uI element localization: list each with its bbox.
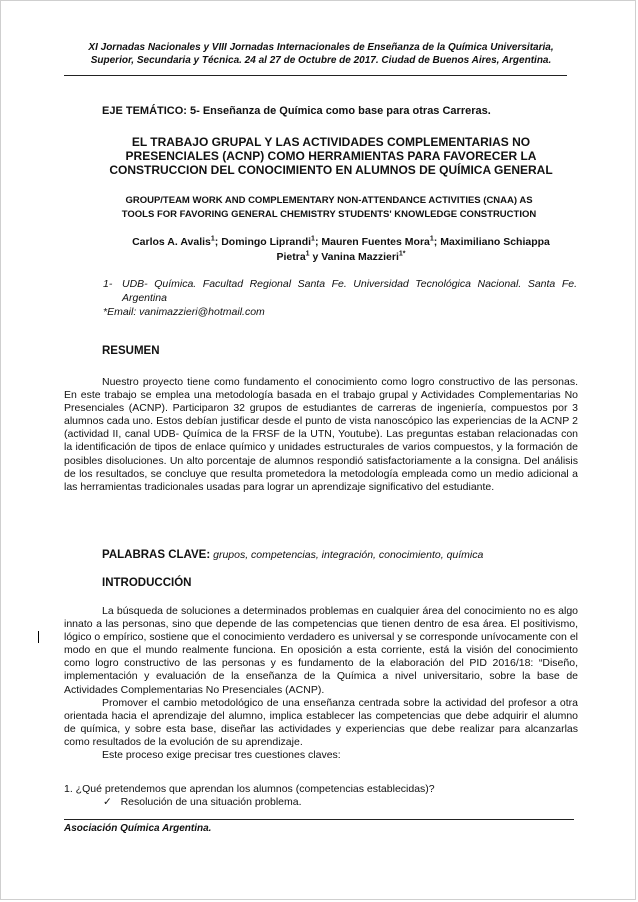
check-icon: ✓ <box>103 796 112 808</box>
contact-email: *Email: vanimazzieri@hotmail.com <box>103 306 265 318</box>
introduccion-body <box>64 605 578 762</box>
author-list <box>105 235 577 265</box>
thematic-axis: EJE TEMÁTICO: 5- Enseñanza de Química como base para otras Carreras. <box>102 105 491 117</box>
intro-paragraph-1: La búsqueda de soluciones a determinados problemas en cualquier área del conocimiento no es algo innato a las personas, sino que depende de las competencias que tienen dentro de esa área. El positivismo, lógico o empírico, sostiene que el conocimiento verdadero es universal y se corresponde unívocamente con el modo en que el mundo realmente funciona. En oposición a esta corriente, está la visión del conocimiento como logro constructivo de las personas y es fundamento de la elaboración del PID 2016/18: “Diseño, implementación y evaluación de la enseñanza de la Química a nivel universitario, sobre la base de Actividades Complementarias No Presenciales (ACNP). <box>64 605 578 696</box>
intro-paragraph-3: Este proceso exige precisar tres cuestiones claves: <box>102 749 341 762</box>
header-line-1: XI Jornadas Nacionales y VIII Jornadas Internacionales de Enseñanza de la Química Universitaria, <box>88 42 554 53</box>
author-avalis: Carlos A. Avalis <box>132 236 211 248</box>
footer-text: Asociación Química Argentina. <box>64 823 212 834</box>
title-line-2: PRESENCIALES (ACNP) COMO HERRAMIENTAS PARA FAVORECER LA <box>125 149 537 163</box>
english-title-line-2: TOOLS FOR FAVORING GENERAL CHEMISTRY STUDENTS' KNOWLEDGE CONSTRUCTION <box>121 209 537 220</box>
author-pietra: Pietra <box>276 251 306 263</box>
bullet-item <box>103 796 302 808</box>
affiliation-number: 1- <box>103 278 113 290</box>
paper-title <box>99 135 563 177</box>
header-rule <box>64 75 567 76</box>
bullet-text: Resolución de una situación problema. <box>120 796 302 808</box>
keywords-label: PALABRAS CLAVE: <box>102 549 211 561</box>
resumen-heading: RESUMEN <box>102 345 160 357</box>
english-title-line-1: GROUP/TEAM WORK AND COMPLEMENTARY NON-ATTENDANCE ACTIVITIES (CNAA) AS <box>125 195 533 206</box>
english-title <box>89 194 569 222</box>
conference-header <box>65 41 577 67</box>
introduccion-heading: INTRODUCCIÓN <box>102 577 192 589</box>
affiliation-text: UDB- Química. Facultad Regional Santa Fe. Universidad Tecnológica Nacional. Santa Fe. Argentina <box>122 278 577 304</box>
keywords-values: grupos, competencias, integración, conocimiento, química <box>210 549 484 561</box>
authors-line-2: Pietra$^1$ y Vanina Mazzieri$^{1*}$ <box>276 250 406 263</box>
question-1: 1. ¿Qué pretendemos que aprendan los alumnos (competencias establecidas)? <box>64 783 435 795</box>
authors-line-1: Carlos A. Avalis$^1$; Domingo Liprandi$^1$; Mauren Fuentes Mora$^1$; Maximiliano Schiappa <box>132 235 550 248</box>
title-line-1: EL TRABAJO GRUPAL Y LAS ACTIVIDADES COMPLEMENTARIAS NO <box>131 135 531 149</box>
intro-paragraph-2: Promover el cambio metodológico de una enseñanza centrada sobre la actividad del profesor a otra orientada hacia el aprendizaje del alumno, implica establecer las competencias que debe adquirir el alumno de química, y sobre esta base, diseñar las actividades y experiencias que debe realizar para alcanzarlas como resultados de la evolución de su aprendizaje. <box>64 696 578 748</box>
header-line-2: Superior, Secundaria y Técnica. 24 al 27 de Octubre de 2017. Ciudad de Buenos Aires, Argentina. <box>90 55 552 66</box>
affiliation <box>103 277 577 319</box>
text-cursor <box>38 631 39 643</box>
author-liprandi: ; Domingo Liprandi <box>214 236 312 248</box>
keywords <box>102 549 483 561</box>
title-line-3: CONSTRUCCION DEL CONOCIMIENTO EN ALUMNOS DE QUÍMICA GENERAL <box>109 163 553 177</box>
author-schiappa: ; Maximiliano Schiappa <box>433 236 550 248</box>
author-mazzieri: y Vanina Mazzieri <box>309 251 399 263</box>
resumen-body: Nuestro proyecto tiene como fundamento el conocimiento como logro constructivo de las personas. En este trabajo se emplea una metodología basada en el trabajo grupal y Actividades Complementarias No Presenciales (ACNP). Participaron 32 grupos de estudiantes de carreras de ingeniería, compuestos por 3 alumnos cada uno. Estos debían justificar desde el punto de vista nanoscópico las experiencias de la ACNP 2 (actividad II, canal UDB- Química de la FRSF de la UTN, Youtube). Las preguntas estaban relacionadas con la identificación de tipos de enlace químico y unidades estructurales de varios compuestos, y la formación de posibles disoluciones. Un alto porcentaje de alumnos respondió satisfactoriamente a la consigna. Del análisis de los resultados, se concluye que resulta prometedora la metodología empleada como un medio adicional a las herramientas tradicionales usadas para lograr un aprendizaje significativo del estudiante. <box>64 376 578 493</box>
author-fuentes-mora: ; Mauren Fuentes Mora <box>314 236 430 248</box>
footer-rule <box>64 819 574 820</box>
